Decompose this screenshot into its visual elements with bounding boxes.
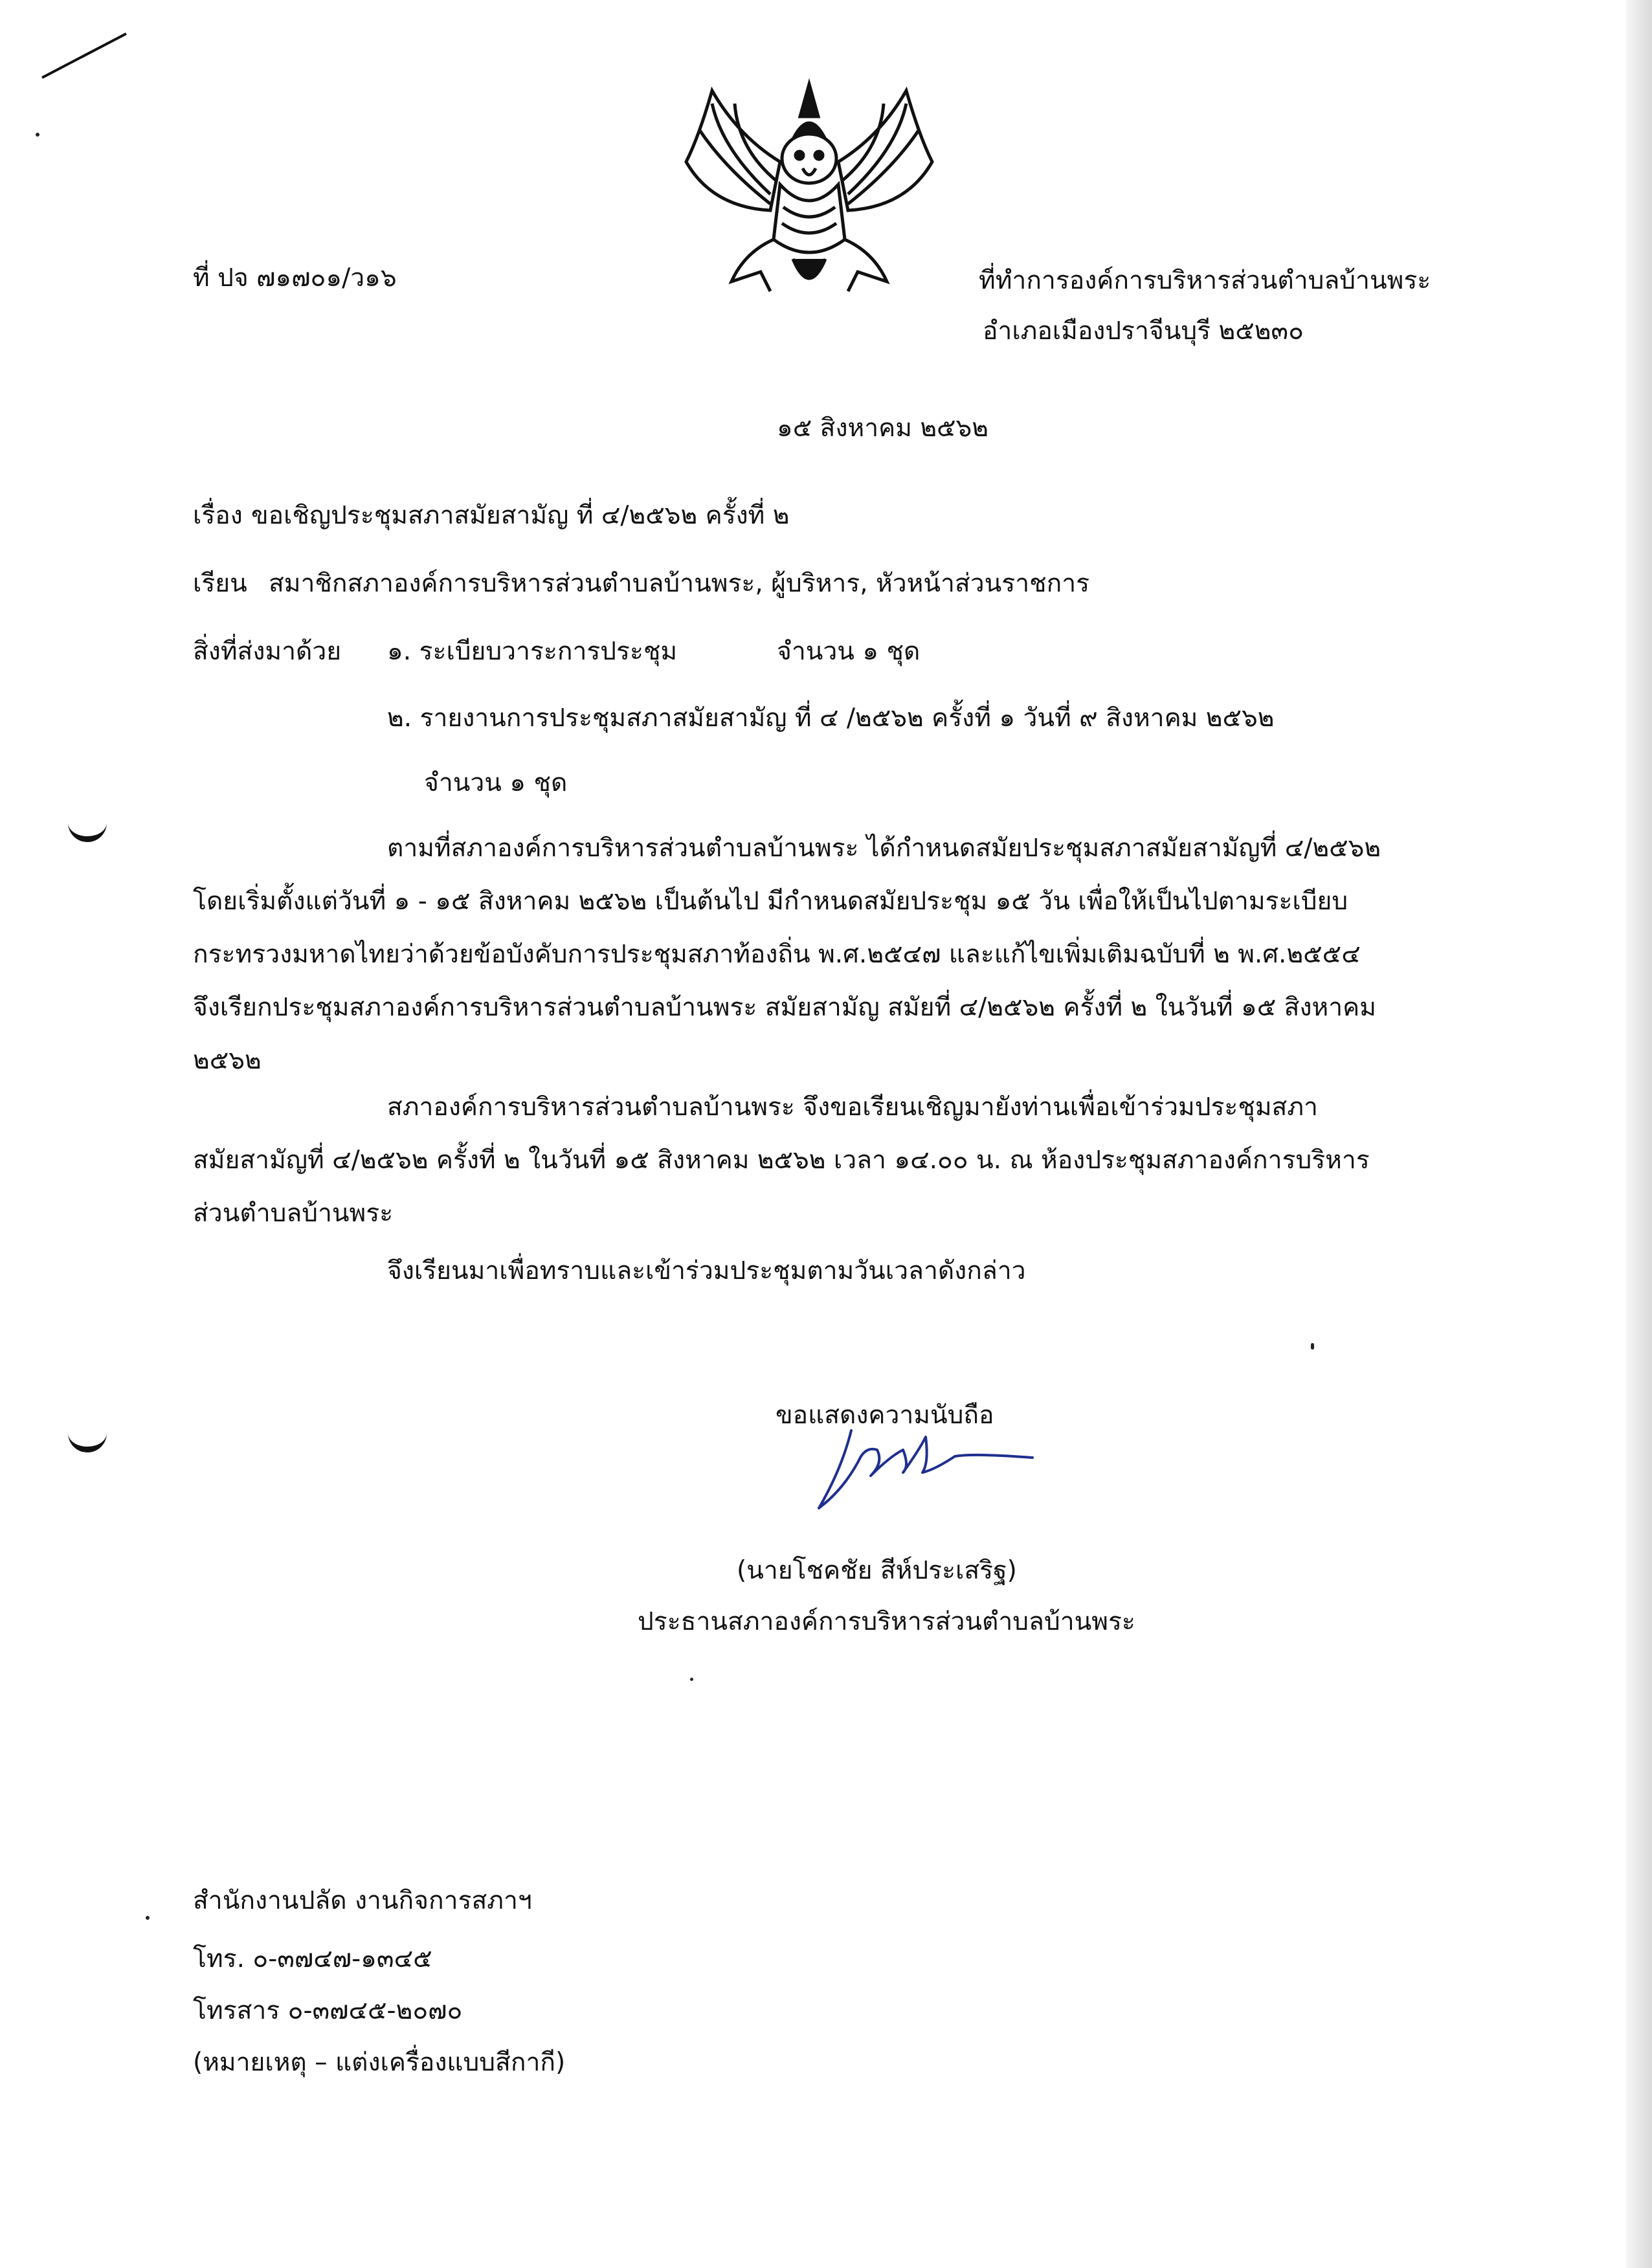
subject-label: เรื่อง: [193, 501, 243, 530]
enclosure-item-1-qty: จำนวน ๑ ชุด: [777, 637, 921, 666]
pen-stroke-mark: [36, 26, 133, 91]
recipient-label: เรียน: [193, 569, 247, 598]
punch-hole-mark: [68, 1427, 107, 1452]
office-address-line2: อำเภอเมืองปราจีนบุรี ๒๕๒๓๐: [983, 317, 1304, 346]
paragraph-line: ๒๕๖๒: [193, 1046, 262, 1075]
footer-fax: โทรสาร ๐-๓๗๔๕-๒๐๗๐: [193, 1996, 463, 2025]
scan-speck: [690, 1678, 693, 1681]
garuda-emblem-icon: [673, 78, 945, 301]
signer-title: ประธานสภาองค์การบริหารส่วนตำบลบ้านพระ: [638, 1607, 1135, 1636]
subject-text: ขอเชิญประชุมสภาสมัยสามัญ ที่ ๔/๒๕๖๒ ครั้งที่ ๒: [251, 501, 790, 530]
body-paragraph-3: จึงเรียนมาเพื่อทราบและเข้าร่วมประชุมตามวันเวลาดังกล่าว: [387, 1256, 1026, 1285]
paragraph-line: โดยเริ่มตั้งแต่วันที่ ๑ - ๑๕ สิงหาคม ๒๕๖๒ เป็นต้นไป มีกำหนดสมัยประชุม ๑๕ วัน เพื่อให้เป็นไปตามระเบียบ: [193, 887, 1348, 916]
office-address-line1: ที่ทำการองค์การบริหารส่วนตำบลบ้านพระ: [979, 266, 1431, 295]
paragraph-line: จึงเรียกประชุมสภาองค์การบริหารส่วนตำบลบ้านพระ สมัยสามัญ สมัยที่ ๔/๒๕๖๒ ครั้งที่ ๒ ในวันที่ ๑๕ สิงหาคม: [193, 993, 1376, 1022]
punch-hole-mark: [68, 817, 107, 842]
enclosure-item-2: ๒. รายงานการประชุมสภาสมัยสามัญ ที่ ๔ /๒๕๖๒ ครั้งที่ ๑ วันที่ ๙ สิงหาคม ๒๕๖๒: [387, 704, 1275, 733]
paragraph-line: ตามที่สภาองค์การบริหารส่วนตำบลบ้านพระ ได้กำหนดสมัยประชุมสภาสมัยสามัญที่ ๔/๒๕๖๒: [387, 834, 1381, 863]
footer-note: (หมายเหตุ – แต่งเครื่องแบบสีกากี): [193, 2048, 566, 2077]
paragraph-line: ส่วนตำบลบ้านพระ: [193, 1199, 394, 1228]
reference-number: ที่ ปจ ๗๑๗๐๑/ว๑๖: [193, 263, 397, 293]
signer-name: (นายโชคชัย สีห์ประเสริฐ): [737, 1556, 1017, 1585]
enclosure-item-1: ๑. ระเบียบวาระการประชุม: [387, 637, 678, 666]
scan-speck: [1311, 1343, 1314, 1350]
paragraph-line: สมัยสามัญที่ ๔/๒๕๖๒ ครั้งที่ ๒ ในวันที่ ๑๕ สิงหาคม ๒๕๖๒ เวลา ๑๔.๐๐ น. ณ ห้องประชุมสภาองค์การบริหาร: [193, 1146, 1370, 1175]
handwritten-signature: [806, 1411, 1052, 1540]
enclosures-label: สิ่งที่ส่งมาด้วย: [193, 637, 342, 666]
enclosure-item-2-qty: จำนวน ๑ ชุด: [424, 768, 568, 797]
body-paragraph-1: [193, 822, 1462, 1087]
scan-speck: [146, 1916, 150, 1920]
scan-speck: [36, 133, 39, 137]
footer-department: สำนักงานปลัด งานกิจการสภาฯ: [193, 1886, 532, 1915]
recipient-text: สมาชิกสภาองค์การบริหารส่วนตำบลบ้านพระ, ผู้บริหาร, หัวหน้าส่วนราชการ: [269, 569, 1090, 598]
paragraph-line: กระทรวงมหาดไทยว่าด้วยข้อบังคับการประชุมสภาท้องถิ่น พ.ศ.๒๕๔๗ และแก้ไขเพิ่มเติมฉบับที่ ๒ พ.ศ.๒๕๕๔: [193, 940, 1361, 969]
body-paragraph-2: [193, 1081, 1462, 1240]
scan-edge-shadow: [1626, 0, 1652, 2268]
letter-date: ๑๕ สิงหาคม ๒๕๖๒: [777, 414, 989, 443]
closing-salutation: ขอแสดงความนับถือ: [776, 1401, 994, 1430]
paragraph-line: สภาองค์การบริหารส่วนตำบลบ้านพระ จึงขอเรียนเชิญมายังท่านเพื่อเข้าร่วมประชุมสภา: [387, 1093, 1318, 1122]
footer-phone: โทร. ๐-๓๗๔๗-๑๓๔๕: [193, 1944, 432, 1973]
